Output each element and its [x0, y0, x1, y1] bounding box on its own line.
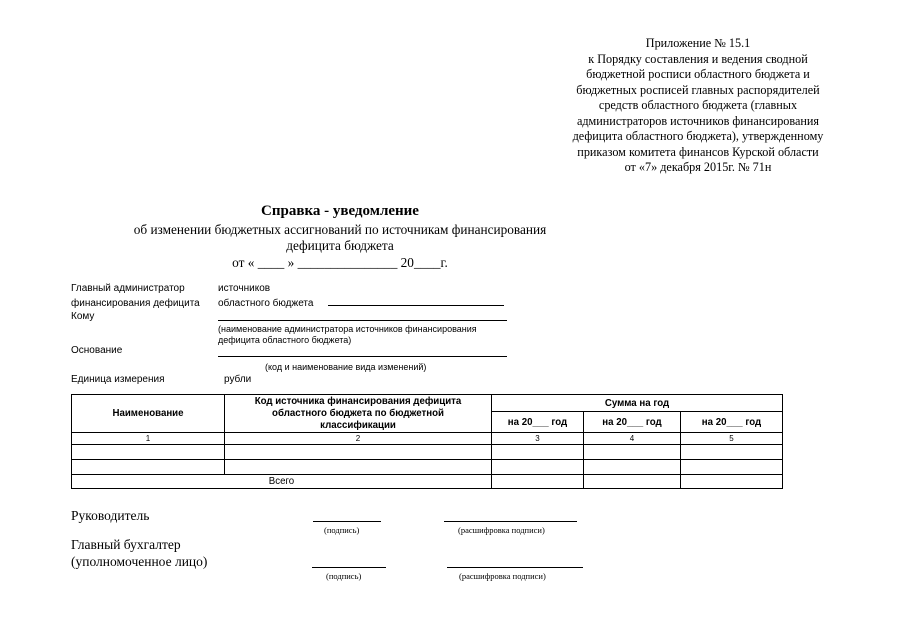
total-cell[interactable]: [681, 475, 783, 489]
table-row: [72, 460, 783, 475]
admin-label-line2: финансирования дефицита: [71, 298, 200, 309]
column-number: 4: [584, 433, 681, 445]
total-cell[interactable]: [584, 475, 681, 489]
total-label: Всего: [72, 475, 492, 489]
appendix-line: от «7» декабря 2015г. № 71н: [624, 160, 772, 174]
admin-value-line2: областного бюджета: [218, 298, 314, 309]
basis-fill-line[interactable]: [218, 356, 507, 357]
table-cell[interactable]: [584, 445, 681, 460]
head-label: Руководитель: [71, 508, 150, 523]
head-sign-hint: (подпись): [324, 525, 360, 535]
table-total-row: [72, 475, 783, 489]
accountant-decode-hint: (расшифровка подписи): [459, 571, 546, 581]
table-cell[interactable]: [492, 445, 584, 460]
to-label: Кому: [71, 311, 95, 322]
document-subtitle-cont: дефицита бюджета: [286, 238, 394, 253]
admin-label-line1: Главный администратор: [71, 283, 185, 294]
table-cell[interactable]: [681, 445, 783, 460]
header-year-1: на 20___ год: [492, 412, 584, 433]
appendix-line: администраторов источников финансирования: [576, 113, 820, 128]
accountant-sign-hint: (подпись): [326, 571, 362, 581]
column-number: 5: [681, 433, 783, 445]
accountant-label-line2: (уполномоченное лицо): [71, 554, 208, 569]
table-cell[interactable]: [225, 445, 492, 460]
table-cell[interactable]: [492, 460, 584, 475]
to-hint-line1: (наименование администратора источников финансирования: [218, 324, 477, 334]
header-sum: Сумма на год: [492, 395, 783, 412]
header-year-2: на 20___ год: [584, 412, 681, 433]
budget-table: [71, 394, 783, 489]
table-row: [72, 445, 783, 460]
basis-label: Основание: [71, 345, 123, 356]
document-subtitle: об изменении бюджетных ассигнований по источникам финансирования: [133, 222, 547, 237]
column-number: 3: [492, 433, 584, 445]
appendix-note: [548, 36, 848, 176]
appendix-line: средств областного бюджета (главных: [598, 98, 798, 112]
unit-value: рубли: [224, 374, 252, 385]
head-decode-line[interactable]: [444, 521, 577, 522]
appendix-line: к Порядку составления и ведения сводной: [588, 51, 808, 66]
appendix-line: бюджетной росписи областного бюджета и: [586, 67, 810, 81]
accountant-decode-line[interactable]: [447, 567, 583, 568]
document-date-line[interactable]: от « ____ » _______________ 20____г.: [232, 255, 448, 270]
basis-hint: (код и наименование вида изменений): [265, 362, 427, 372]
unit-label: Единица измерения: [71, 374, 165, 385]
head-decode-hint: (расшифровка подписи): [458, 525, 545, 535]
appendix-line: приказом комитета финансов Курской области: [577, 144, 819, 159]
total-cell[interactable]: [492, 475, 584, 489]
table-cell[interactable]: [72, 445, 225, 460]
header-name: Наименование: [72, 395, 225, 433]
accountant-signature-line[interactable]: [312, 567, 386, 568]
table-cell[interactable]: [681, 460, 783, 475]
table-cell[interactable]: [225, 460, 492, 475]
document-title: Справка - уведомление: [261, 203, 419, 219]
to-fill-line[interactable]: [218, 320, 507, 321]
column-number: 1: [72, 433, 225, 445]
admin-value-line1: источников: [218, 283, 271, 294]
to-hint-line2: дефицита областного бюджета): [218, 335, 352, 345]
appendix-line: Приложение № 15.1: [645, 36, 751, 50]
accountant-label-line1: Главный бухгалтер: [71, 537, 181, 552]
table-cell[interactable]: [72, 460, 225, 475]
header-year-3: на 20___ год: [681, 412, 783, 433]
appendix-line: дефицита областного бюджета), утвержденному: [572, 129, 824, 143]
table-cell[interactable]: [584, 460, 681, 475]
head-signature-line[interactable]: [313, 521, 381, 522]
column-number: 2: [225, 433, 492, 445]
header-code: Код источника финансирования дефицита областного бюджета по бюджетной классификации: [225, 395, 492, 433]
appendix-line: бюджетных росписей главных распорядителей: [576, 82, 820, 97]
admin-fill-line[interactable]: [328, 305, 504, 306]
